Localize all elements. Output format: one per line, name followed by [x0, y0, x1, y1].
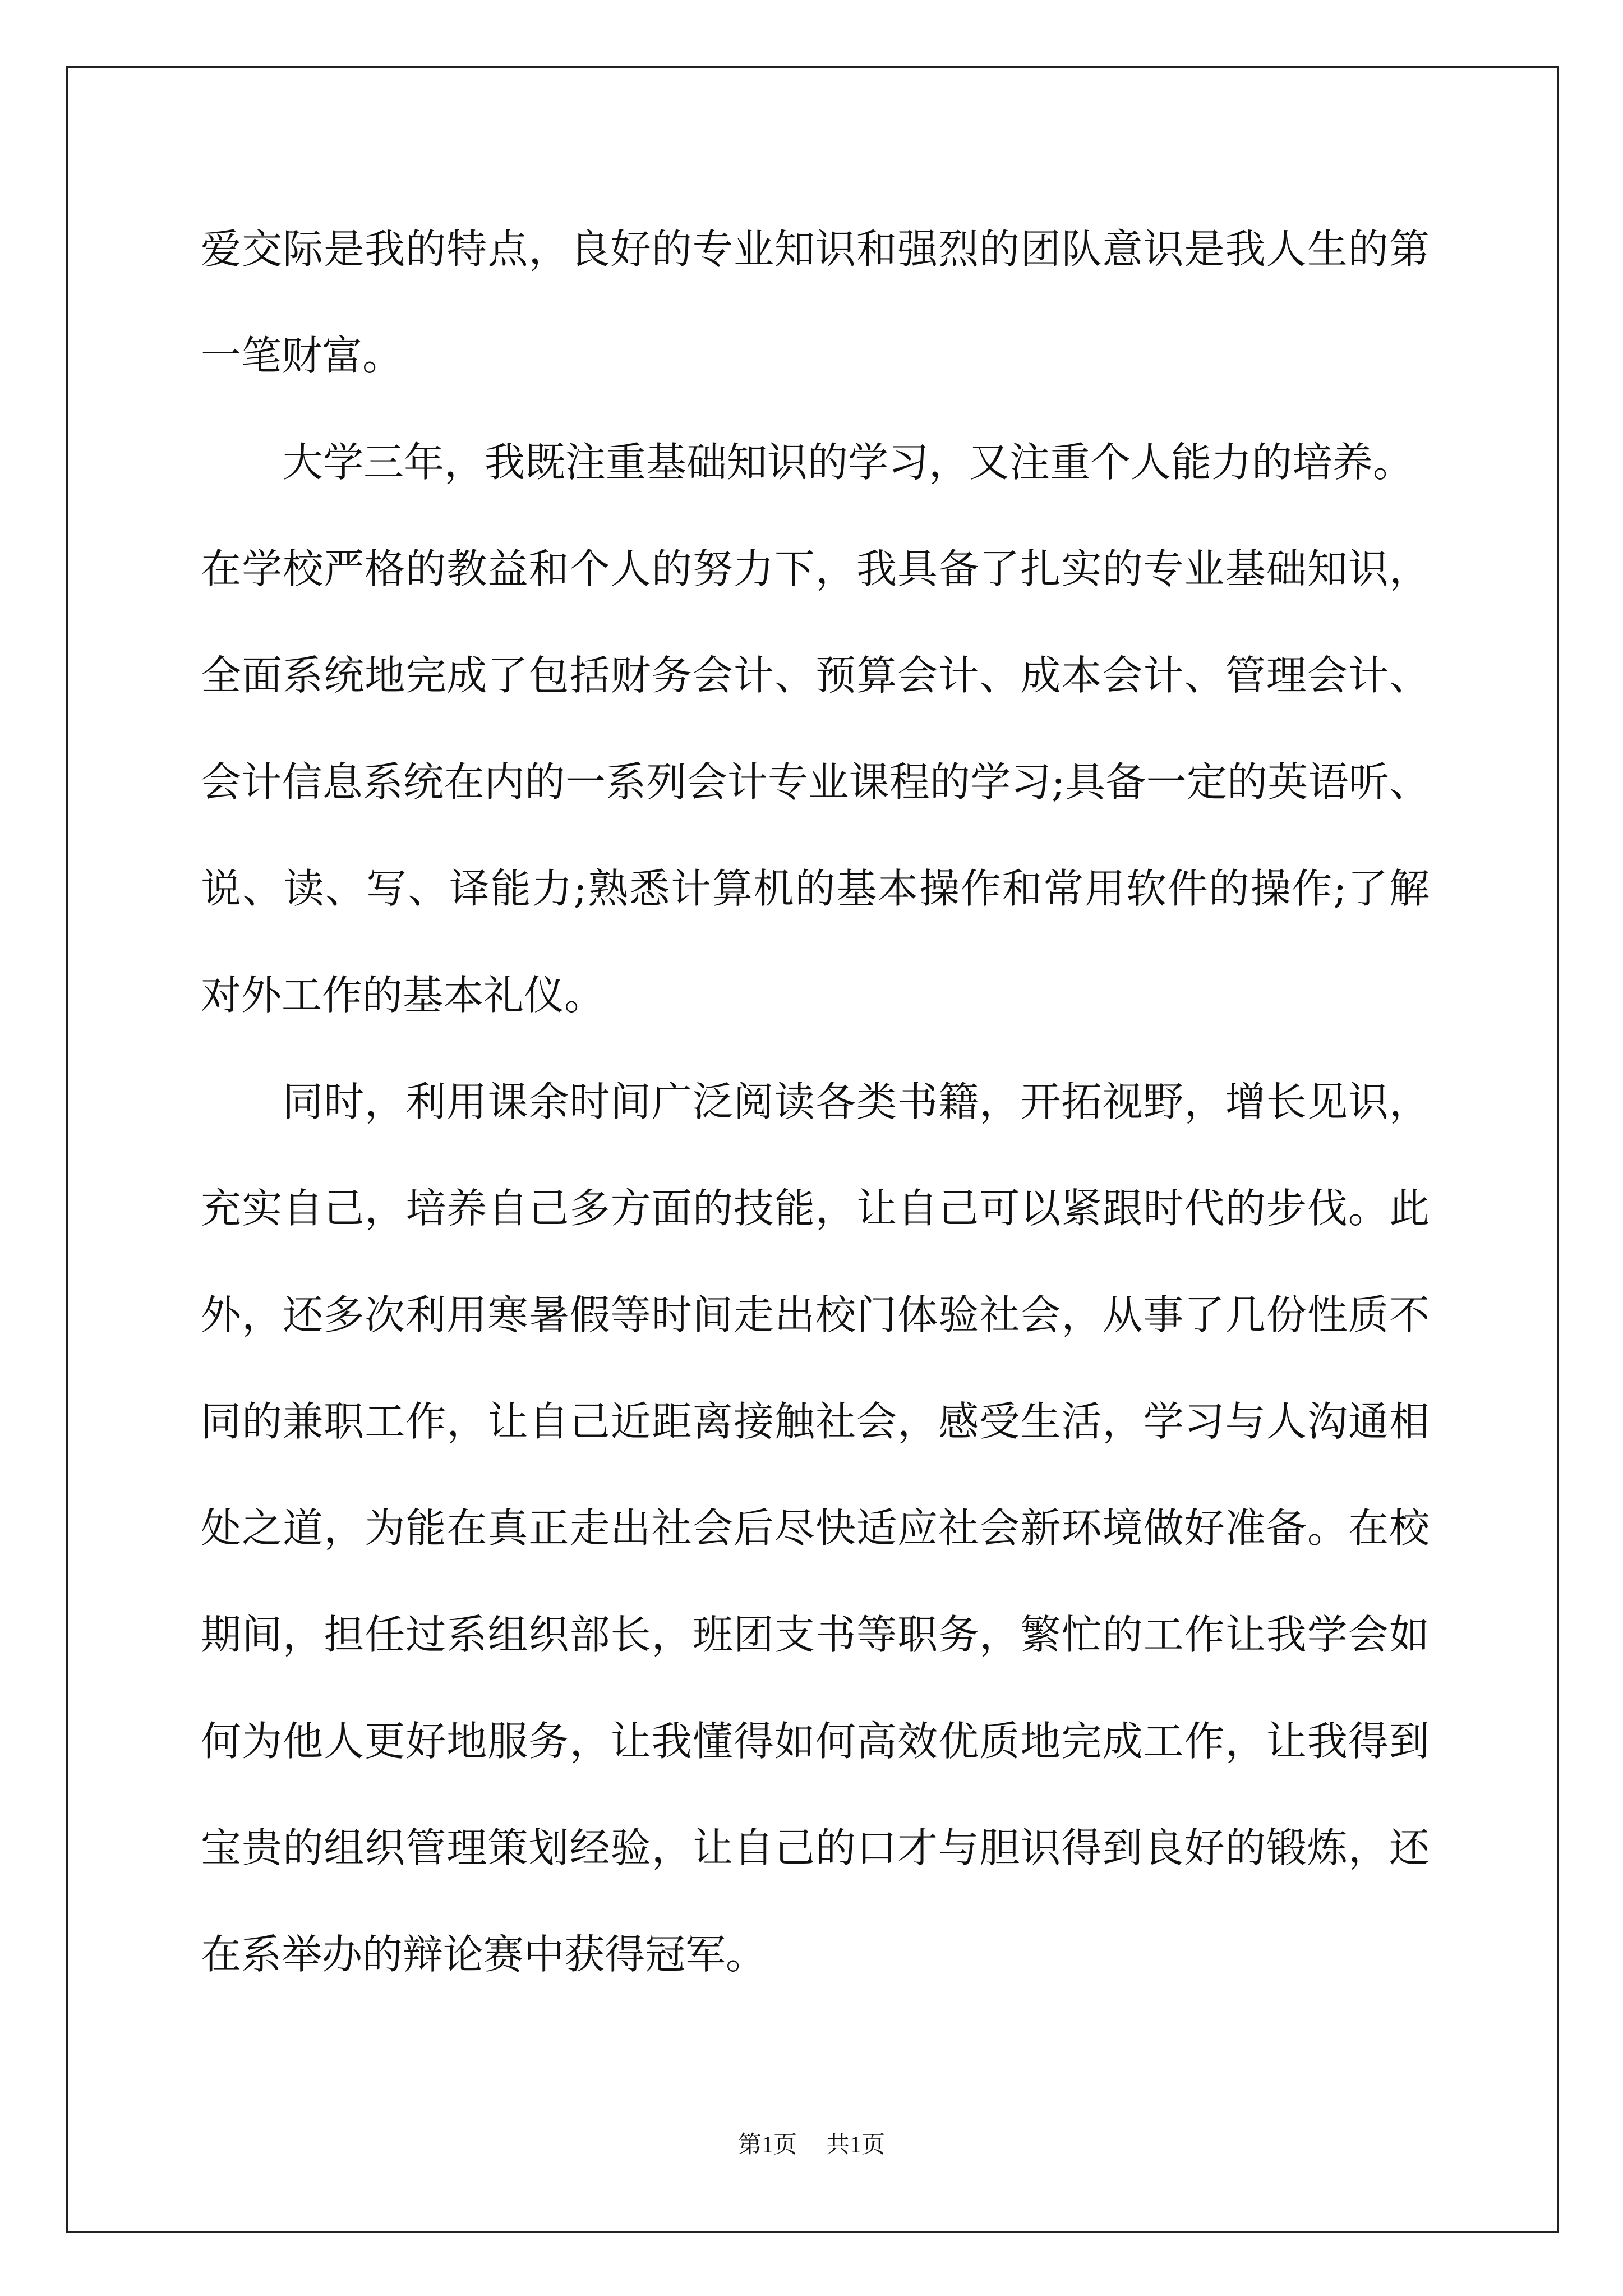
paragraph — [201, 1048, 1430, 2008]
text-line: 宝贵的组织管理策划经验，让自己的口才与胆识得到良好的锻炼，还 — [201, 1824, 1430, 1871]
page-number-current: 第1页 — [737, 2132, 797, 2158]
text-line: 大学三年，我既注重基础知识的学习，又注重个人能力的培养。 — [283, 439, 1414, 486]
text-line: 处之道，为能在真正走出社会后尽快适应社会新环境做好准备。在校 — [201, 1504, 1430, 1552]
paragraph — [201, 409, 1430, 1048]
text-line: 在学校严格的教益和个人的努力下，我具备了扎实的专业基础知识， — [201, 545, 1430, 592]
document-body — [201, 196, 1430, 2008]
page-footer — [0, 2131, 1623, 2159]
text-line: 充实自己，培养自己多方面的技能，让自己可以紧跟时代的步伐。此 — [201, 1185, 1430, 1232]
text-line: 同的兼职工作，让自己近距离接触社会，感受生活，学习与人沟通相 — [201, 1398, 1430, 1445]
text-line: 爱交际是我的特点，良好的专业知识和强烈的团队意识是我人生的第 — [201, 226, 1430, 273]
text-line: 全面系统地完成了包括财务会计、预算会计、成本会计、管理会计、 — [201, 652, 1430, 699]
text-line: 同时，利用课余时间广泛阅读各类书籍，开拓视野，增长见识， — [283, 1078, 1430, 1125]
text-line: 对外工作的基本礼仪。 — [201, 972, 605, 1019]
text-line: 说、读、写、译能力;熟悉计算机的基本操作和常用软件的操作;了解 — [201, 865, 1430, 912]
paragraph — [201, 196, 1430, 409]
text-line: 在系举办的辩论赛中获得冠军。 — [201, 1931, 767, 1978]
page-number-total: 共1页 — [826, 2132, 886, 2158]
text-line: 一笔财富。 — [201, 332, 403, 379]
text-line: 会计信息系统在内的一系列会计专业课程的学习;具备一定的英语听、 — [201, 758, 1430, 806]
text-line: 期间，担任过系组织部长，班团支书等职务，繁忙的工作让我学会如 — [201, 1611, 1430, 1658]
text-line: 外，还多次利用寒暑假等时间走出校门体验社会，从事了几份性质不 — [201, 1291, 1430, 1338]
text-line: 何为他人更好地服务，让我懂得如何高效优质地完成工作，让我得到 — [201, 1718, 1430, 1765]
